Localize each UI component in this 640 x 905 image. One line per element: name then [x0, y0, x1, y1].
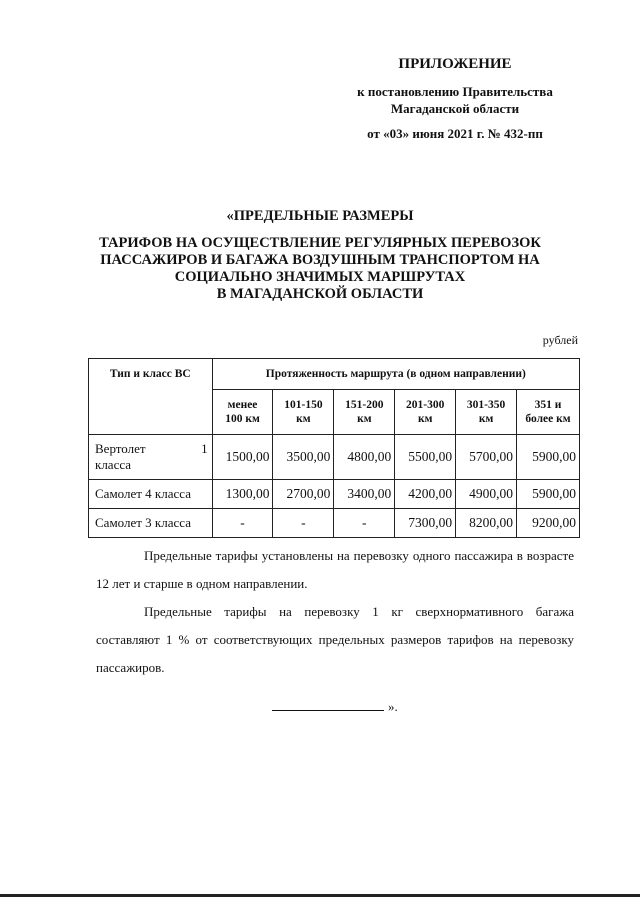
tariff-cell: 2700,00	[273, 480, 334, 509]
tariff-cell: 1300,00	[212, 480, 273, 509]
header-range: 351 и более км	[517, 390, 580, 435]
header-range: 151-200 км	[334, 390, 395, 435]
signature-line	[272, 698, 384, 711]
tariff-cell: 3500,00	[273, 435, 334, 480]
tariff-cell: -	[212, 509, 273, 538]
header-aircraft-type: Тип и класс ВС	[89, 359, 213, 435]
tariff-cell: 4200,00	[395, 480, 456, 509]
table-row	[89, 509, 580, 538]
tariff-cell: 9200,00	[517, 509, 580, 538]
header-range: менее 100 км	[212, 390, 273, 435]
paragraph-passenger-tariff: Предельные тарифы установлены на перевозку одного пассажира в возрасте 12 лет и старше в одном направлении.	[96, 548, 574, 591]
document-title-line-1: «ПРЕДЕЛЬНЫЕ РАЗМЕРЫ	[226, 208, 414, 224]
header-range: 201-300 км	[395, 390, 456, 435]
tariff-cell: -	[334, 509, 395, 538]
tariff-cell: 5700,00	[456, 435, 517, 480]
tariff-cell: 4800,00	[334, 435, 395, 480]
document-title-line-4: СОЦИАЛЬНО ЗНАЧИМЫХ МАРШРУТАХ	[174, 269, 466, 285]
row-label: Вертолет 1 класса	[89, 435, 213, 480]
document-title-line-3: ПАССАЖИРОВ И БАГАЖА ВОЗДУШНЫМ ТРАНСПОРТОМ НА	[100, 252, 540, 268]
appendix-decree-line: к постановлению Правительства	[357, 84, 553, 99]
tariff-cell: 3400,00	[334, 480, 395, 509]
tariff-table	[88, 358, 580, 538]
tariff-cell: 5900,00	[517, 480, 580, 509]
currency-unit-label: рублей	[542, 333, 578, 347]
paragraph-baggage-tariff: Предельные тарифы на перевозку 1 кг сверхнормативного багажа составляют 1 % от соответствующих предельных размеров тарифов на перевозку пассажиров.	[96, 604, 574, 675]
tariff-cell: 5500,00	[395, 435, 456, 480]
header-route-distance: Протяженность маршрута (в одном направлении)	[212, 359, 579, 390]
tariff-cell: 8200,00	[456, 509, 517, 538]
appendix-title: ПРИЛОЖЕНИЕ	[398, 56, 512, 72]
bottom-border	[0, 894, 640, 897]
table-row	[89, 435, 580, 480]
tariff-cell: 5900,00	[517, 435, 580, 480]
tariff-cell: -	[273, 509, 334, 538]
appendix-region-line: Магаданской области	[390, 101, 520, 116]
tariff-cell: 1500,00	[212, 435, 273, 480]
appendix-date-line: от «03» июня 2021 г. № 432-пп	[367, 126, 543, 141]
document-title-line-5: В МАГАДАНСКОЙ ОБЛАСТИ	[216, 286, 424, 302]
table-row	[89, 480, 580, 509]
row-label: Самолет 4 класса	[89, 480, 213, 509]
document-title-line-2: ТАРИФОВ НА ОСУЩЕСТВЛЕНИЕ РЕГУЛЯРНЫХ ПЕРЕВОЗОК	[99, 235, 541, 251]
header-range: 101-150 км	[273, 390, 334, 435]
header-range: 301-350 км	[456, 390, 517, 435]
closing-mark: ».	[272, 698, 398, 715]
row-label: Самолет 3 класса	[89, 509, 213, 538]
tariff-cell: 4900,00	[456, 480, 517, 509]
tariff-cell: 7300,00	[395, 509, 456, 538]
